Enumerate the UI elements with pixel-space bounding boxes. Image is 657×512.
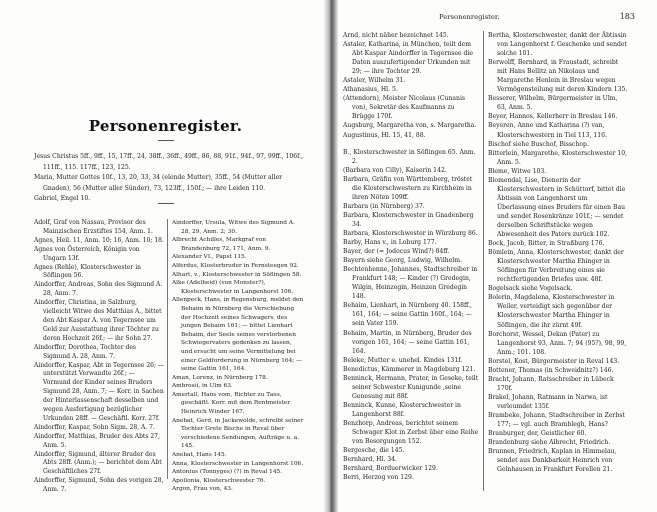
- index-entry: Bitterlein, Margarethe, Klosterschwester 10, Anm. 5.: [488, 149, 628, 166]
- index-entry: Berri, Herzog von 129.: [343, 474, 414, 482]
- index-entry: Alhart, v., Klosterschwester in Söflingen 58.: [172, 271, 302, 278]
- index-entry: Beleke, Mutter e. unehel. Kindes 131f.: [343, 356, 463, 364]
- index-entry: Astaler, Katharina, in München, teilt dem Abt Kaspar Aindorffer in Tegernsee die Daten auszufertigender Urkunden mit 29; — ihre Tochter 29.: [343, 41, 474, 76]
- index-entry: Allenpeck, Hans, in Regensburg, meldet den Behaim in Nürnberg die Verschiebung der Hochzeit seines Schwagers, des jungen Behaim 161; — bittet Lienhart Behaim, der Seele seines verstorbenen Schwiegervaters gedenken zu lassen, und ersucht um seine Vermittelung bei einer Geldforderung in Nürnberg 164; — seine Gattin 161, 164.: [172, 297, 304, 373]
- book-gutter: [324, 0, 338, 512]
- index-entry: Aindorffer, Kaspar, Sohn Sigm. 28, A. 7.: [34, 423, 155, 431]
- index-entry: Besserer, Wilhelm, Bürgermeister in Ulm, 63, Anm. 5.: [488, 95, 618, 112]
- index-entry: Berwolff, Bernhard, in Fraustadt, schreibt mit Hans Bellitz an Nikolaus und Margarethe Henlein in Breslau wegen Vermögensteilung mit deren Kindern 135.: [488, 59, 628, 94]
- index-entry: Brunnen, Friedrich, Kaplan in Himmelau, sendet aus Dankbarkeit Heinrich von Gelnhausen in Frankfurt Forellen 21.: [488, 448, 617, 474]
- index-entry: Augsburg, Margaretha von, s. Margaretha.: [343, 122, 477, 130]
- index-entry: Barbara, Klosterschwester in Würzburg 86.: [343, 229, 478, 237]
- index-entry: Maria, Mutter Gottes 10f., 13, 20, 33, 34 (elende Mutter), 35ff., 54 (Mutter aller Gnaden), 56 (Mutter aller Sünder), 73, 123ff., 150f.; — ihre Leiden 110.: [34, 174, 283, 192]
- index-entry: Agnes von Österreich, Königin von Ungarn 13f.: [34, 245, 140, 262]
- index-entry: (Barbara von Cilly), Kaiserin 142.: [343, 166, 447, 174]
- index-entry: Bertha, Klosterschwester, dankt der Äbtissin von Langenhorst f. Geschenke und sendet solche 101.: [488, 32, 627, 58]
- left-column-1: [34, 219, 164, 495]
- index-entry: Aman, Lorenz, in Nürnberg 178.: [172, 374, 268, 381]
- index-entry: Alexander VI., Papst 115.: [172, 254, 247, 261]
- index-entry: Bischof siehe Buschof, Bisschop.: [488, 140, 589, 148]
- page-title: Personenregister.: [88, 117, 243, 135]
- index-entry: Bottener, Thomas (in Schweidnitz?) 146.: [488, 366, 614, 374]
- index-entry: Argon, Frau von, 43.: [172, 486, 233, 493]
- right-column-1: [343, 31, 479, 482]
- index-entry: Aindorffer, Kaspar, Abt in Tegernsee 26; — unterstützt Verwandte 26f.; — Vormund der Kinder seines Bruders Sigmund 28, Anm. 7; — Korr. in Sachen der Hinterlassenschaft desselben und wegen Ausfertigung bezüglicher Urkunden 28ff. — Geschäftl. Korr. 27f.: [34, 361, 164, 422]
- index-entry: Brandenburg siehe Albrecht, Friedrich.: [488, 439, 611, 447]
- index-entry: Bayern siehe Georg, Ludwig, Wilhelm.: [343, 257, 462, 265]
- index-entry: Bergesche, die 145.: [343, 447, 405, 455]
- index-entry: Barbara, Klosterschwester in Gnadenberg 34.: [343, 211, 474, 228]
- index-entry: Benninck, Kunne, Klosterschwester in Langenhorst 88f.: [343, 401, 461, 418]
- index-entry: Bleme, Witwe 103.: [488, 167, 547, 175]
- page-number: 183: [619, 12, 635, 21]
- index-entry: Aindorffer, Sigmund, Sohn des vorigen 28, Anm. 7.: [34, 477, 164, 494]
- index-entry: Barby, Hans v., in Loburg 177.: [343, 239, 437, 247]
- top-entries: [34, 152, 306, 205]
- index-entry: Behaim, Martin, in Nürnberg, Bruder des vorigen 161, 164; — seine Gattin 161, 164.: [343, 329, 472, 355]
- index-entry: Behaim, Lienhart, in Nürnberg 40. 158ff., 161, 164; — seine Gattin 160f., 164; — sein Vater 159.: [343, 302, 472, 328]
- index-entry: Bernhard, Borduerwicker 129.: [343, 465, 438, 473]
- index-entry: Barbara, Gräfin von Württemberg, tröstet die Klosterschwestern zu Kirchheim in ihren Nöten 109ff.: [343, 175, 473, 201]
- index-entry: Jesus Christus 5ff., 9ff., 15, 17ff., 24, 38ff., 36ff., 49ff., 86, 88, 91f., 94f., 97, 99ff., 106f., 111ff., 115. 117ff., 123, 125.: [34, 153, 304, 171]
- index-entry: Benninck, Hermann, Prater, in Geseke, teilt seiner Schwester Kunigunde ,seine Genesung mit 88f.: [343, 374, 479, 400]
- index-entry: Blomendal, Lise, Dienerin der Klosterschwestern in Schüttorf, bittet die Äbtissin von Langenhorst um Überlassung eines Bruders für einen Bau und sendet Rosenkränze 101f.; — sendet derselben Schriftstücke wegen Abwesenheit des Paters zurück 102.: [488, 176, 626, 239]
- index-entry: Bechtenhenne, Johannes, Stadtschreiber in Frankfurt 148; — Kinder (?) Gredegin, Wilgin, Heinzegin, Heinzen Gredegin 148.: [343, 266, 478, 301]
- index-entry: Gabriel, Engel 10.: [34, 195, 91, 202]
- index-entry: Beyeren, Anne und Katharina (?) van, Klosterschwestern in Tiel 113, 116.: [488, 122, 607, 139]
- index-entry: B., Klosterschwester in Söflingen 65. Anm. 2.: [343, 148, 476, 165]
- index-entry: Agnes, Heil. 11, Anm. 10; 16, Anm. 10; 18.: [34, 236, 164, 244]
- index-entry: Bock, Jacob, Ritter, in Straßburg 176.: [488, 240, 605, 248]
- index-entry: Bernhard, Hl. 34.: [343, 456, 397, 464]
- index-entry: Aindorffer, Andreas, Sohn des Sigmund A. 28, Anm. 7.: [34, 281, 163, 298]
- letter-gap: [343, 140, 479, 148]
- index-entry: Alferdus, Klosterbruder in Fernsteegen 92.: [172, 262, 299, 269]
- running-head-title: Personenregister.: [439, 13, 500, 21]
- index-entry: Bolerin, Magdalena, Klosterschwester in Weiler, verteidigt sich gegenüber der Klosterschwester Martha Ehinger in Söflingen, die ihr zürnt 49f.: [488, 294, 615, 329]
- index-entry: Benzhorp, Andreas, berichtet seinem Schwager Klot in Zerbst über eine Reihe von Besorgungen 152.: [343, 419, 479, 446]
- column-divider: [483, 31, 484, 491]
- index-entry: Bayer, der (= Jodocus Wind?) 84ff.: [343, 248, 450, 256]
- index-entry: Aindorffer, Dorothea, Tochter des Sigmund A. 28, Anm. 7.: [34, 343, 136, 360]
- index-entry: Augustinus, Hl. 15, 41, 88.: [343, 131, 426, 139]
- index-entry: (Attendorn), Meister Nicolaus (Cunanis von), Sekretär des Kaufmanns zu Brügge 170f.: [343, 95, 466, 121]
- index-entry: Brambeke, Johann, Stadtschreiber in Zerbst 177; — vgl. auch Bramblegh, Hans?: [488, 411, 625, 429]
- left-column-2: [172, 219, 304, 494]
- index-entry: Albrecht Achilles, Markgraf von Brandenburg 72, 171, Anm. 9.: [172, 237, 271, 252]
- index-entry: Antonius (Tonnyges) (?) in Reval 145.: [172, 469, 283, 476]
- index-entry: Borstel, Kost, Bürgermeister in Reval 143.: [488, 357, 620, 365]
- index-entry: Anebat, Gerd, in Jackewolde, schreibt seiner Tochter Grete Bische in Reval über verschiedene Sendungen, Aufträge u. a. 145.: [172, 417, 304, 450]
- index-entry: Bömlein, Anna, Klosterschwester, dankt der Klosterschwester Martha Ehinger in Söflingen für Verbreitung eines sie rechtfertigenden Briefes usw. 48f.: [488, 249, 624, 284]
- index-entry: Aindorffer, Matthias, Bruder des Abts 27, Anm. 5.: [34, 432, 160, 449]
- index-entry: Ambrosii, in Ulm 63.: [172, 383, 233, 390]
- right-column-2: [488, 31, 628, 474]
- index-entry: Aindorffer, Christina, in Salzburg, vielleicht Witwe des Matthias A., bittet den Abt Kaspar A. von Tegernsee um Geld zur Ausstattung ihrer Töchter zu deren Hochzeit 26f.; — ihr Sohn 27.: [34, 299, 162, 342]
- right-page: [331, 0, 657, 512]
- index-entry: Bracht, Johann, Ratsschreiber in Lübeck 170f.: [488, 375, 614, 392]
- index-entry: Beyer, Hannos, Kellerherr in Breslau 146.: [488, 113, 618, 121]
- index-entry: Aindorffer, Sigmund, älterer Bruder des Abts 28ff. (Anm.); — berichtet dem Abt Geschäftliches 27f.: [34, 450, 162, 476]
- index-entry: Barbara (in Nürnberg) 37.: [343, 202, 425, 210]
- index-entry: Agnes (Rehle), Klosterschwester in Söflingen 56.: [34, 263, 141, 280]
- index-entry: Astaler, Wilhelm 31.: [343, 77, 406, 85]
- index-entry: Benedictus, Kämmerer in Magdeburg 121.: [343, 365, 476, 373]
- index-entry: Apollonia, Klosterschwester 76.: [172, 477, 266, 484]
- index-entry: Alke (Adelheid) (von Monster?), Klosterschwester in Langenhorst 106.: [172, 280, 294, 295]
- index-entry: Arnd, nicht näher bezeichnet 145.: [343, 32, 449, 39]
- index-entry: Aindorffer, Ursula, Witwe des Sigmund A. 28, 29, Anm. 2; 30.: [172, 220, 295, 235]
- title-rule: [158, 140, 174, 141]
- index-entry: Athanasius, Hl. 5.: [343, 86, 398, 94]
- index-entry: Bogelsack siehe Vogelsack.: [488, 285, 573, 293]
- index-entry: Amertall, Hans vom, Richter zu Taus, geschäftl. Korr. mit dem Rentmeister Heinrich Winder 167.: [172, 391, 290, 416]
- index-entry: Borchorst, Wessel, Dekan (Pater) zu Langenhorst 93, Anm. 7; 94 (95?), 98, 99, Anm.; 101. 108.: [488, 330, 627, 356]
- index-entry: Brakel, Johann, Ratmann in Narwa, ist verleumdet 135f.: [488, 393, 608, 410]
- index-entry: Anna, Klosterschwester in Langenhorst 106.: [172, 460, 304, 467]
- index-entry: Anebat, Hans 145.: [172, 452, 227, 459]
- index-entry: Branburger, der, Geistlicher 60.: [488, 430, 587, 438]
- column-divider: [167, 219, 168, 479]
- index-entry: Adolf, Graf von Nassau, Provisor des Mainzischen Erzstiftes 154, Anm. 1.: [34, 219, 153, 235]
- section-rule: [158, 203, 174, 204]
